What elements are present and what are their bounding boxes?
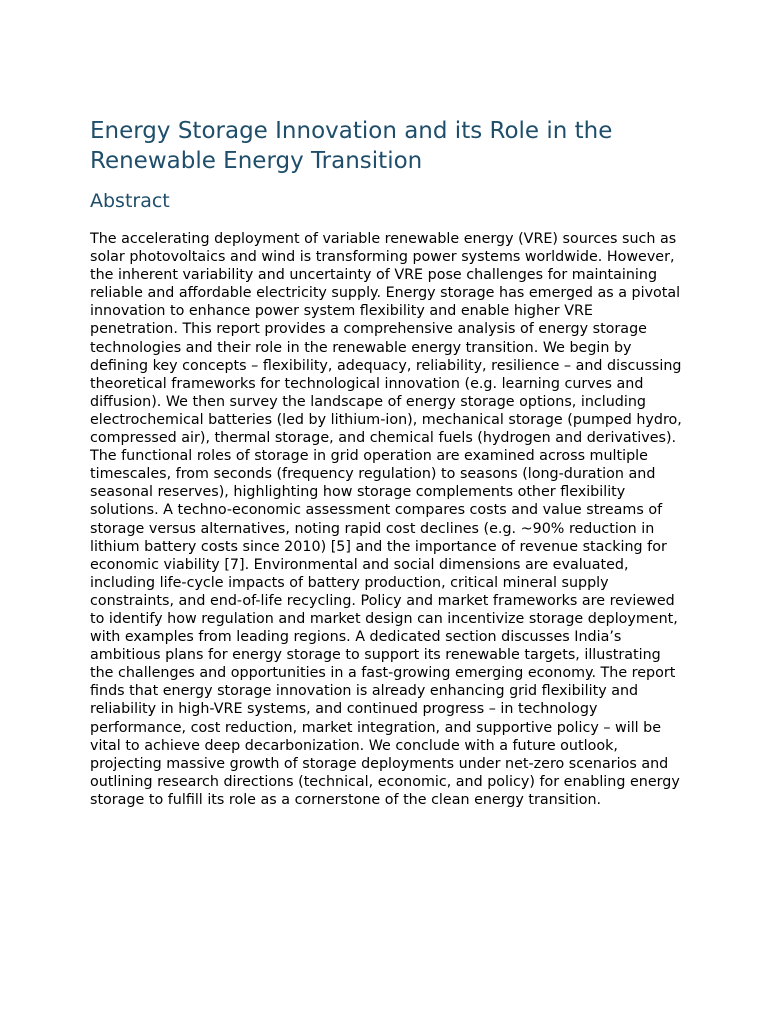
abstract-heading: Abstract <box>90 190 170 212</box>
abstract-paragraph: The accelerating deployment of variable renewable energy (VRE) sources such as solar photovoltaics and wind is transforming power systems worldwide. However, the inherent variability and uncertainty of VRE pose challenges for maintaining reliable and affordable electricity supply. Energy storage has emerged as a pivotal innovation to enhance power system flexibility and enable higher VRE penetration. This report provides a comprehensive analysis of energy storage technologies and their role in the renewable energy transition. We begin by defining key concepts – flexibility, adequacy, reliability, resilience – and discussing theoretical frameworks for technological innovation (e.g. learning curves and diffusion). We then survey the landscape of energy storage options, including electrochemical batteries (led by lithium-ion), mechanical storage (pumped hydro, compressed air), thermal storage, and chemical fuels (hydrogen and derivatives). The functional roles of storage in grid operation are examined across multiple timescales, from seconds (frequency regulation) to seasons (long-duration and seasonal reserves), highlighting how storage complements other flexibility solutions. A techno-economic assessment compares costs and value streams of storage versus alternatives, noting rapid cost declines (e.g. ~90% reduction in lithium battery costs since 2010) [5] and the importance of revenue stacking for economic viability [7]. Environmental and social dimensions are evaluated, including life-cycle impacts of battery production, critical mineral supply constraints, and end-of-life recycling. Policy and market frameworks are reviewed to identify how regulation and market design can incentivize storage deployment, with examples from leading regions. A dedicated section discusses India’s ambitious plans for energy storage to support its renewable targets, illustrating the challenges and opportunities in a fast-growing emerging economy. The report finds that energy storage innovation is already enhancing grid flexibility and reliability in high-VRE systems, and continued progress – in technology performance, cost reduction, market integration, and supportive policy – will be vital to achieve deep decarbonization. We conclude with a future outlook, projecting massive growth of storage deployments under net-zero scenarios and outlining research directions (technical, economic, and policy) for enabling energy storage to fulfill its role as a cornerstone of the clean energy transition. <box>90 231 682 808</box>
document-content <box>90 116 682 809</box>
document-title: Energy Storage Innovation and its Role in the Renewable Energy Transition <box>90 118 613 174</box>
